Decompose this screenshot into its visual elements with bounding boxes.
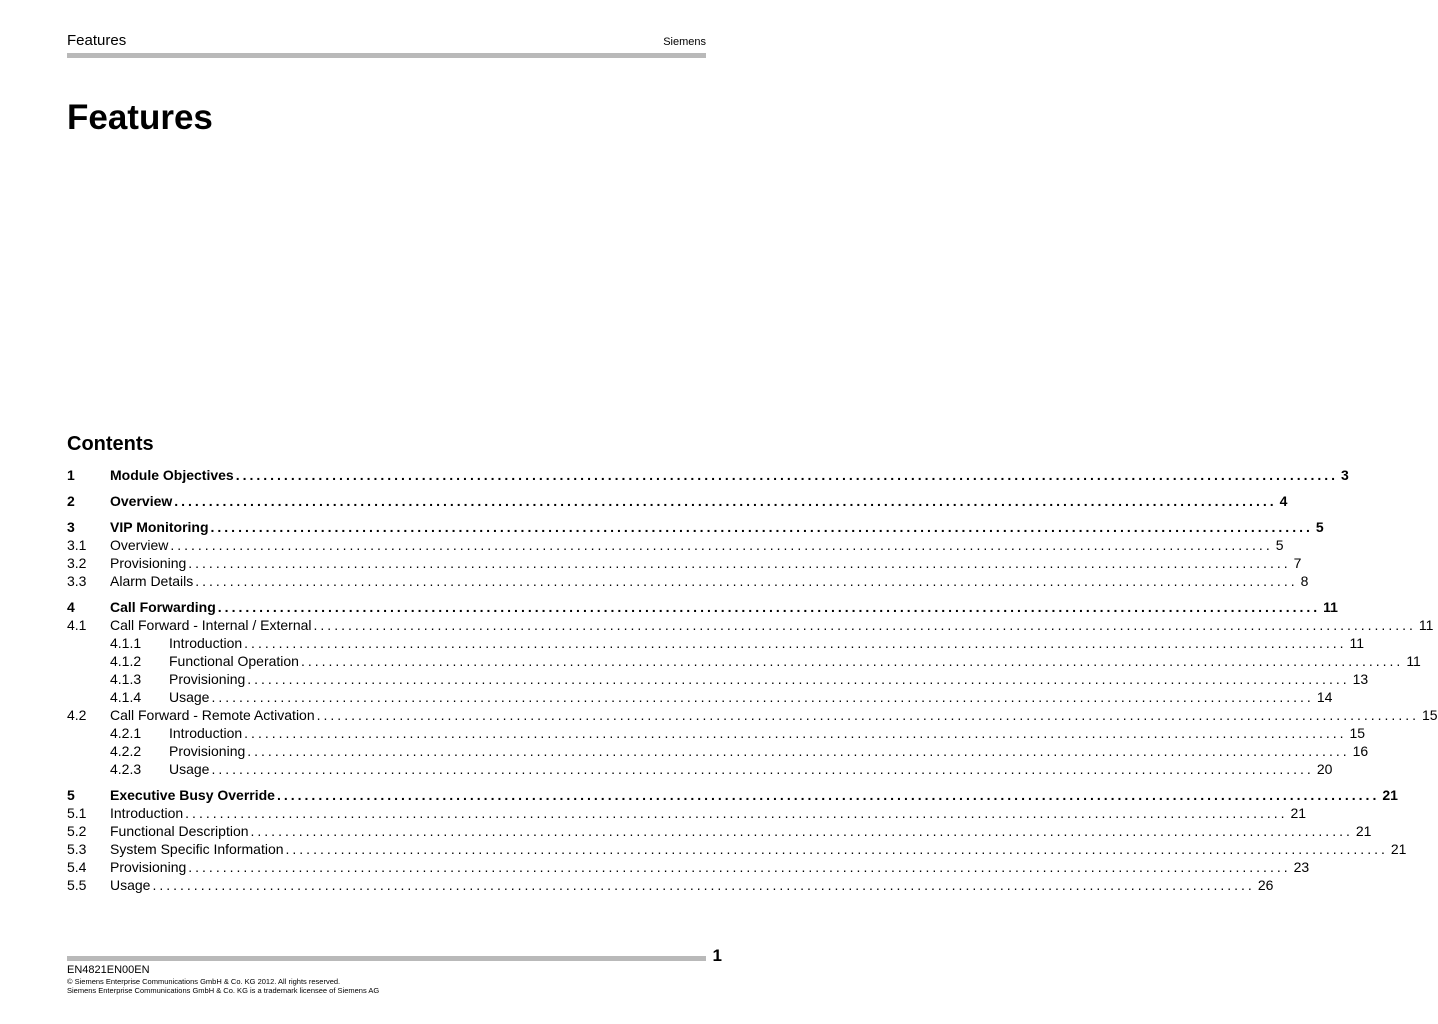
toc-entry-title: Call Forwarding bbox=[110, 599, 216, 615]
toc-entry bbox=[67, 706, 1438, 724]
toc-entry-page: 16 bbox=[1352, 743, 1369, 759]
toc-entry-number: 4.1 bbox=[67, 617, 87, 633]
toc-entry-title: System Specific Information bbox=[110, 841, 284, 857]
toc-entry-number: 3 bbox=[67, 519, 75, 535]
toc-entry-page: 11 bbox=[1349, 635, 1365, 651]
toc-entry-page: 21 bbox=[1355, 823, 1372, 839]
toc-entry bbox=[67, 760, 1333, 778]
toc-dot-leader: ................................................................................................................................................................ bbox=[211, 761, 1314, 777]
toc-entry-page: 23 bbox=[1293, 859, 1310, 875]
toc-entry bbox=[67, 536, 1284, 554]
toc-entry bbox=[67, 670, 1369, 688]
toc-entry-page: 11 bbox=[1323, 599, 1338, 615]
running-header-company: Siemens bbox=[663, 36, 706, 48]
toc-entry-page: 15 bbox=[1421, 707, 1438, 723]
toc-entry bbox=[67, 724, 1366, 742]
toc-entry-title: Introduction bbox=[169, 635, 243, 651]
toc-entry-page: 3 bbox=[1341, 467, 1349, 483]
toc-entry-page: 26 bbox=[1257, 877, 1274, 893]
toc-dot-leader: ................................................................................................................................................................ bbox=[174, 493, 1277, 509]
toc-entry-number: 4 bbox=[67, 599, 75, 615]
toc-entry-number: 2 bbox=[67, 493, 75, 509]
toc-dot-leader: ................................................................................................................................................................ bbox=[244, 725, 1347, 741]
toc-dot-leader: ................................................................................................................................................................ bbox=[235, 467, 1339, 483]
toc-dot-leader: ................................................................................................................................................................ bbox=[210, 519, 1313, 535]
toc-entry-title: Usage bbox=[169, 689, 210, 705]
toc-dot-leader: ................................................................................................................................................................ bbox=[217, 599, 1321, 615]
toc-entry-title: Introduction bbox=[110, 805, 184, 821]
toc-dot-leader: ................................................................................................................................................................ bbox=[250, 823, 1353, 839]
toc-entry-title: Call Forward - Remote Activation bbox=[110, 707, 315, 723]
toc-entry-number: 1 bbox=[67, 467, 75, 483]
toc-entry bbox=[67, 598, 1338, 616]
toc-entry-number: 4.1.2 bbox=[110, 653, 142, 669]
toc-entry-page: 20 bbox=[1316, 761, 1333, 777]
toc-entry-title: Executive Busy Override bbox=[110, 787, 275, 803]
document-code: EN4821EN00EN bbox=[67, 964, 150, 976]
toc-entry bbox=[67, 742, 1369, 760]
footer-rule bbox=[67, 956, 706, 961]
toc-dot-leader: ................................................................................................................................................................ bbox=[170, 537, 1273, 553]
toc-entry-title: Provisioning bbox=[110, 859, 187, 875]
toc-entry-number: 5.1 bbox=[67, 805, 87, 821]
toc-entry bbox=[67, 572, 1309, 590]
copyright-notice: © Siemens Enterprise Communications GmbH & Co. KG 2012. All rights reserved. bbox=[67, 977, 341, 986]
toc-entry-title: Provisioning bbox=[169, 671, 246, 687]
toc-entry-title: Overview bbox=[110, 537, 169, 553]
toc-entry-number: 4.2.1 bbox=[110, 725, 142, 741]
toc-entry-title: Provisioning bbox=[169, 743, 246, 759]
toc-entry-page: 21 bbox=[1390, 841, 1407, 857]
toc-dot-leader: ................................................................................................................................................................ bbox=[276, 787, 1380, 803]
toc-entry-number: 4.1.3 bbox=[110, 671, 142, 687]
toc-entry-page: 15 bbox=[1349, 725, 1366, 741]
toc-entry-title: Usage bbox=[169, 761, 210, 777]
toc-entry-page: 8 bbox=[1300, 573, 1309, 589]
toc-entry-number: 4.1.4 bbox=[110, 689, 142, 705]
toc-entry bbox=[67, 822, 1372, 840]
toc-entry-title: Usage bbox=[110, 877, 151, 893]
toc-entry bbox=[67, 616, 1434, 634]
toc-dot-leader: ................................................................................................................................................................ bbox=[247, 743, 1350, 759]
toc-entry-number: 4.2.3 bbox=[110, 761, 142, 777]
toc-entry bbox=[67, 840, 1407, 858]
toc-entry-page: 11 bbox=[1406, 653, 1421, 669]
running-header-title: Features bbox=[67, 32, 127, 49]
toc-entry bbox=[67, 652, 1421, 670]
toc-dot-leader: ................................................................................................................................................................ bbox=[152, 877, 1255, 893]
toc-entry-number: 5.3 bbox=[67, 841, 87, 857]
toc-entry-title: Call Forward - Internal / External bbox=[110, 617, 312, 633]
toc-entry-page: 5 bbox=[1275, 537, 1284, 553]
toc-dot-leader: ................................................................................................................................................................ bbox=[247, 671, 1350, 687]
toc-entry bbox=[67, 688, 1333, 706]
toc-entry-title: VIP Monitoring bbox=[110, 519, 209, 535]
toc-entry-number: 5 bbox=[67, 787, 75, 803]
toc-entry-page: 14 bbox=[1316, 689, 1333, 705]
table-of-contents bbox=[67, 466, 1438, 894]
page-title: Features bbox=[67, 98, 213, 137]
toc-entry bbox=[67, 518, 1324, 536]
toc-entry-number: 4.1.1 bbox=[110, 635, 142, 651]
toc-entry-number: 4.2 bbox=[67, 707, 87, 723]
toc-dot-leader: ................................................................................................................................................................ bbox=[285, 841, 1388, 857]
toc-entry-number: 4.2.2 bbox=[110, 743, 142, 759]
toc-entry-number: 5.2 bbox=[67, 823, 87, 839]
toc-entry-page: 5 bbox=[1315, 519, 1324, 535]
toc-dot-leader: ................................................................................................................................................................ bbox=[300, 653, 1404, 669]
toc-entry-page: 4 bbox=[1279, 493, 1288, 509]
toc-entry-title: Module Objectives bbox=[110, 467, 234, 483]
toc-dot-leader: ................................................................................................................................................................ bbox=[316, 707, 1419, 723]
toc-dot-leader: ................................................................................................................................................................ bbox=[185, 805, 1288, 821]
toc-entry-title: Overview bbox=[110, 493, 173, 509]
toc-entry-title: Alarm Details bbox=[110, 573, 194, 589]
toc-entry-number: 3.3 bbox=[67, 573, 87, 589]
toc-entry-number: 3.1 bbox=[67, 537, 87, 553]
toc-entry-title: Provisioning bbox=[110, 555, 187, 571]
toc-entry-page: 21 bbox=[1382, 787, 1398, 803]
toc-entry bbox=[67, 554, 1302, 572]
toc-dot-leader: ................................................................................................................................................................ bbox=[313, 617, 1416, 633]
header-rule bbox=[67, 53, 706, 58]
toc-entry-title: Functional Description bbox=[110, 823, 249, 839]
toc-entry-number: 5.4 bbox=[67, 859, 87, 875]
toc-entry bbox=[67, 466, 1349, 484]
toc-entry-page: 13 bbox=[1352, 671, 1369, 687]
toc-entry-page: 7 bbox=[1293, 555, 1302, 571]
toc-entry bbox=[67, 634, 1365, 652]
toc-entry bbox=[67, 876, 1274, 894]
toc-entry bbox=[67, 858, 1310, 876]
trademark-notice: Siemens Enterprise Communications GmbH & Co. KG is a trademark licensee of Siemens AG bbox=[67, 986, 380, 995]
toc-entry-title: Introduction bbox=[169, 725, 243, 741]
toc-dot-leader: ................................................................................................................................................................ bbox=[188, 859, 1291, 875]
toc-dot-leader: ................................................................................................................................................................ bbox=[244, 635, 1347, 651]
toc-entry-number: 5.5 bbox=[67, 877, 87, 893]
toc-entry-page: 11 bbox=[1418, 617, 1434, 633]
page-number: 1 bbox=[712, 946, 722, 965]
toc-entry-title: Functional Operation bbox=[169, 653, 299, 669]
toc-entry-number: 3.2 bbox=[67, 555, 87, 571]
toc-entry bbox=[67, 492, 1288, 510]
toc-entry bbox=[67, 786, 1398, 804]
toc-dot-leader: ................................................................................................................................................................ bbox=[195, 573, 1298, 589]
toc-dot-leader: ................................................................................................................................................................ bbox=[188, 555, 1291, 571]
contents-heading: Contents bbox=[67, 433, 154, 455]
toc-entry bbox=[67, 804, 1307, 822]
toc-dot-leader: ................................................................................................................................................................ bbox=[211, 689, 1314, 705]
toc-entry-page: 21 bbox=[1290, 805, 1307, 821]
